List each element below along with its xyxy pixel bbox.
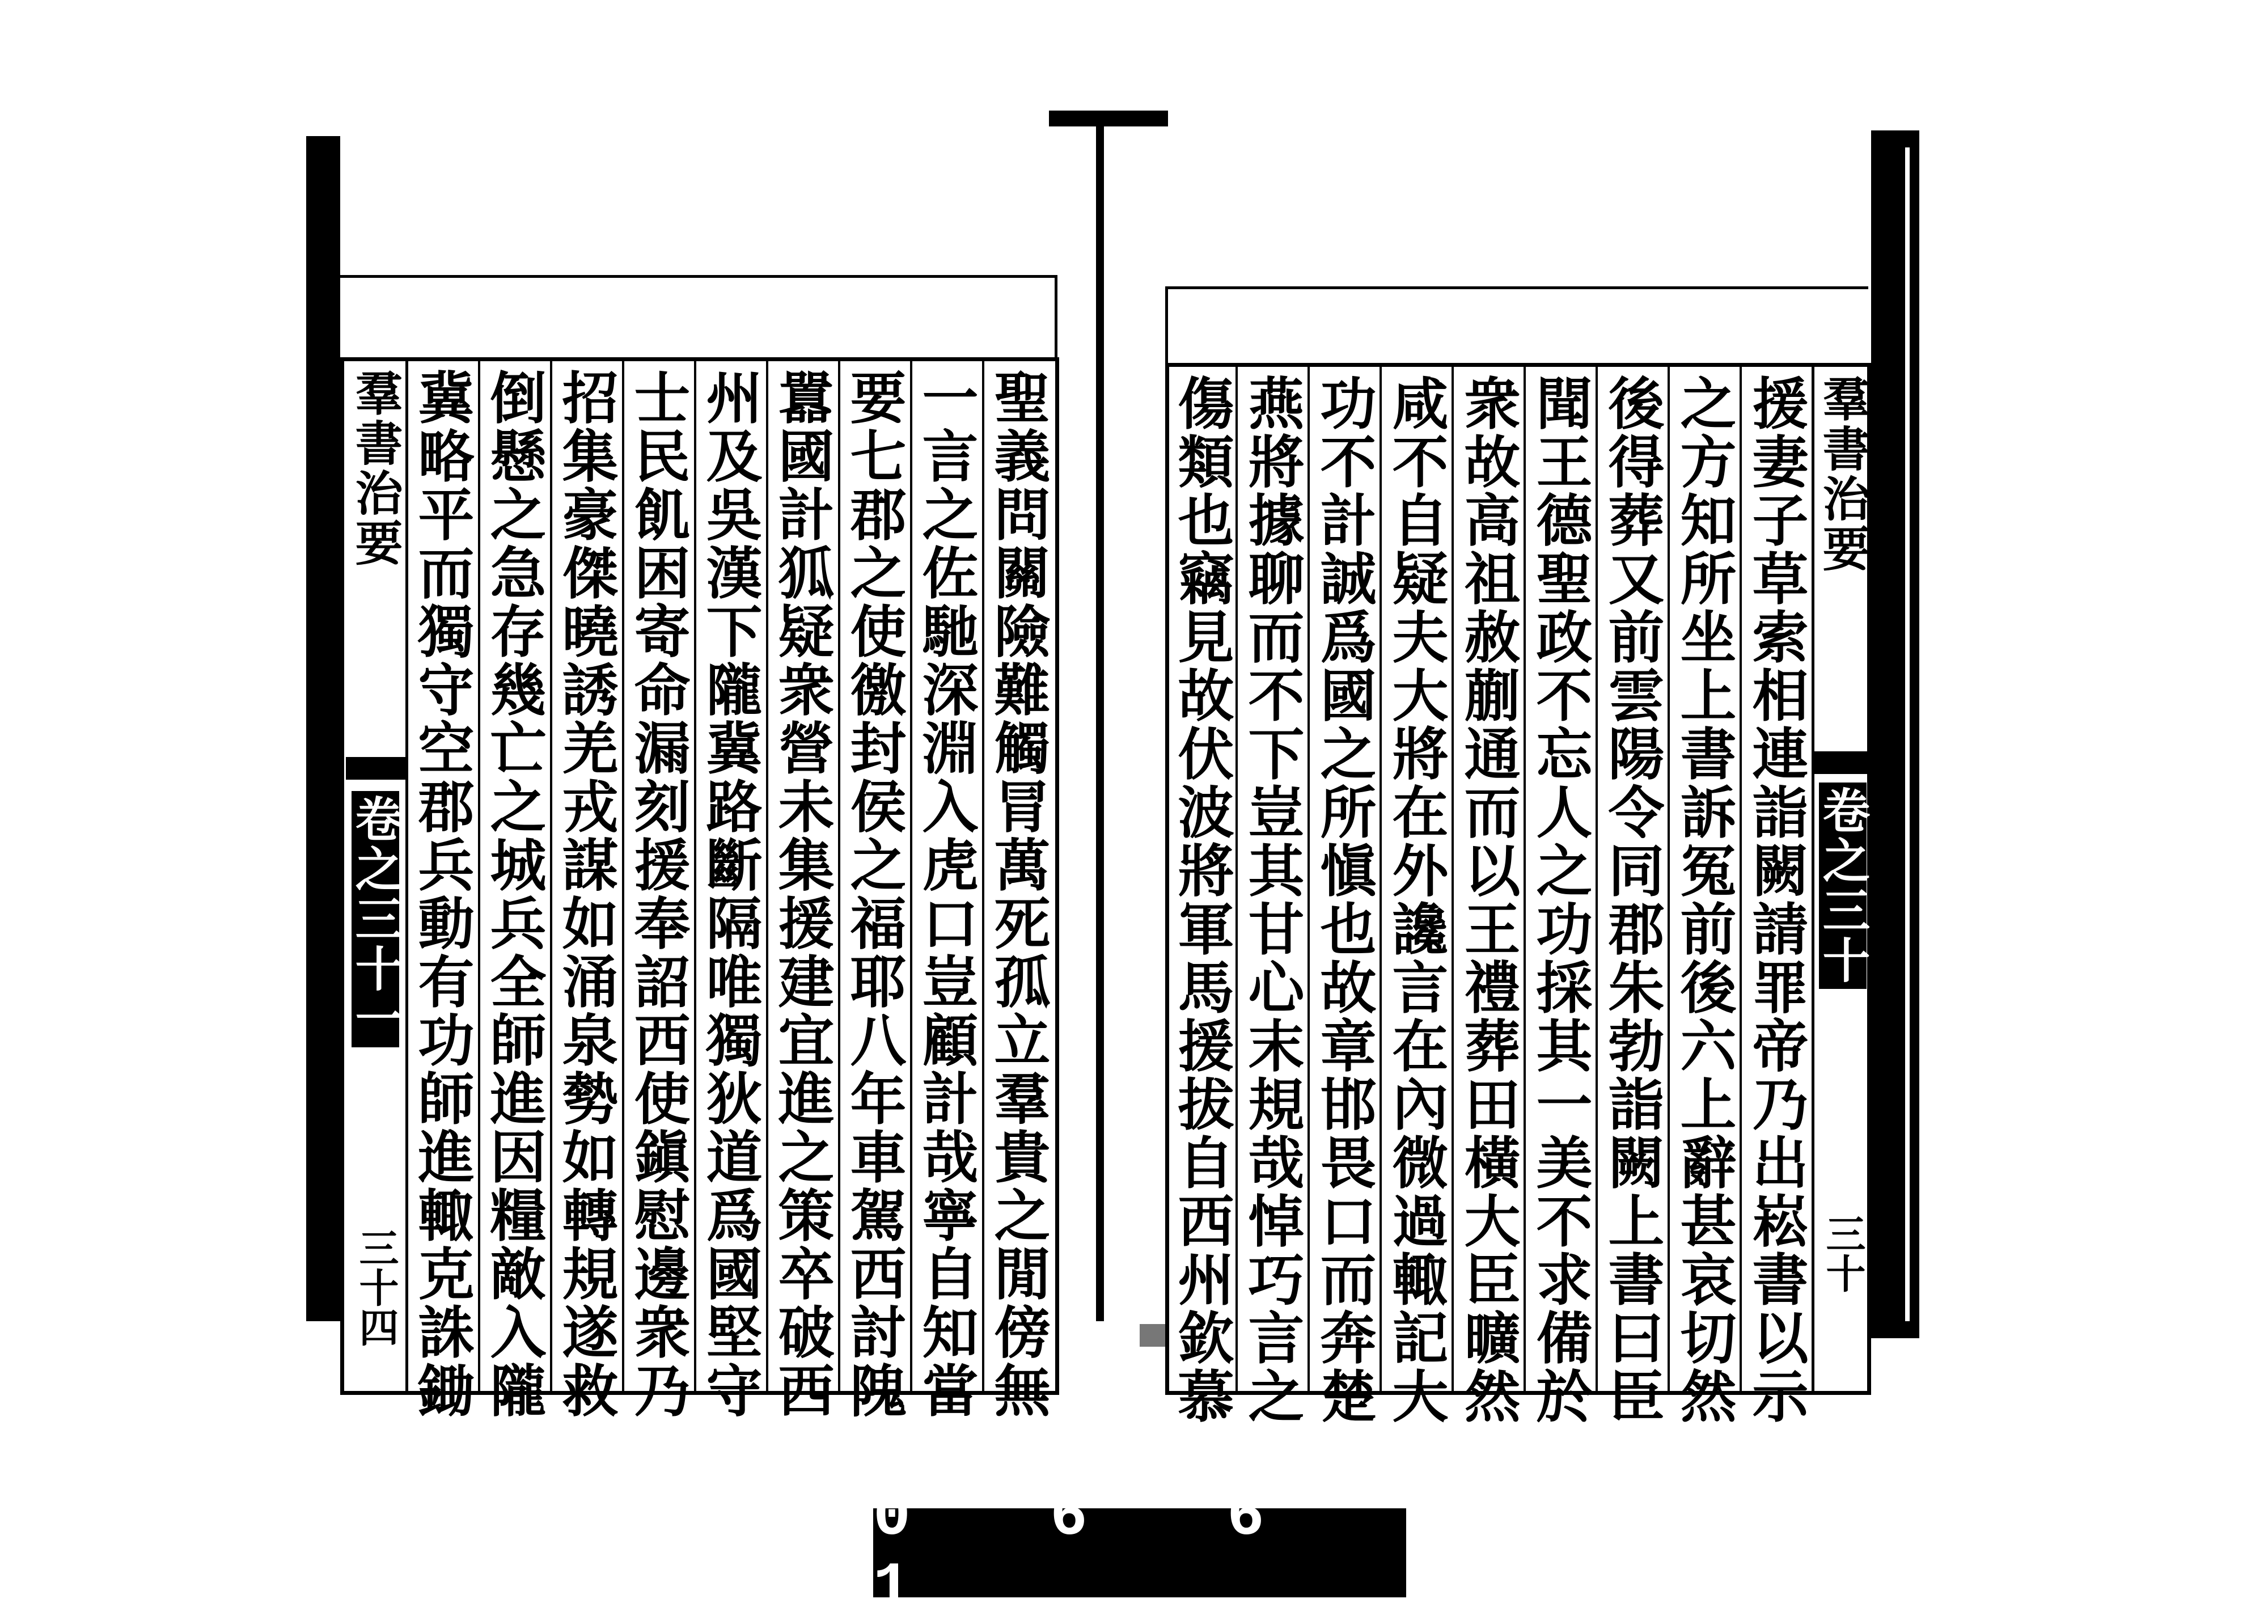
- right-header-box: [1165, 286, 1868, 366]
- archive-number-stamp: 0 6 6 1: [873, 1508, 1406, 1597]
- left-column-rule: [694, 360, 696, 1392]
- right-column-rule: [1740, 366, 1742, 1392]
- left-fold-volume: 卷之三十一: [352, 791, 399, 1047]
- left-fold-column: [346, 360, 405, 1392]
- left-text-column-9: 冀略平而獨守空郡兵動有功師進輙克誅鋤: [409, 369, 475, 1420]
- right-column-rule: [1308, 366, 1310, 1392]
- right-column-rule: [1235, 366, 1238, 1392]
- right-text-column-1: 援妻子草索相連詣闕請罪帝乃出崧書以示: [1743, 374, 1809, 1426]
- left-column-rule: [405, 360, 408, 1392]
- center-binding-line: [1096, 116, 1104, 1321]
- left-page: [306, 130, 1060, 1420]
- left-column-rule: [910, 360, 912, 1392]
- right-text-column-2: 之方知所坐上書訴冤前後六上辭甚哀切然: [1671, 374, 1737, 1426]
- left-fold-fishtail: [346, 757, 405, 780]
- left-column-rule: [982, 360, 984, 1392]
- right-text-column-3: 後得葬又前雲陽令同郡朱勃詣闕上書曰臣: [1599, 374, 1665, 1426]
- right-fold-volume: 卷之三十: [1819, 783, 1867, 989]
- left-text-column-4: 囂國計狐疑衆營未集援建宜進之策卒破西: [769, 369, 835, 1420]
- left-fold-title: 羣書治要: [348, 369, 404, 568]
- left-text-column-6: 士民飢困寄命漏刻援奉詔西使鎭慰邊衆乃: [625, 369, 691, 1420]
- right-text-column-5: 衆故高祖赦蒯通而以王禮葬田橫大臣曠然: [1455, 374, 1521, 1426]
- right-text-column-4: 聞王德聖政不忘人之功採其一美不求備於: [1527, 374, 1593, 1426]
- right-page: [1165, 130, 1928, 1426]
- left-text-column-5: 州及吳漢下隴冀路斷隔唯獨狄道爲國堅守: [697, 369, 763, 1420]
- left-text-column-1: 聖義問關險難觸冐萬死孤立羣貴之閒傍無: [985, 369, 1051, 1420]
- right-page-number: 三十: [1820, 1213, 1867, 1293]
- right-page-edge-gap: [1905, 147, 1910, 1321]
- right-text-column-9: 傷類也竊見故伏波將軍馬援拔自西州欽慕: [1169, 374, 1234, 1426]
- right-fold-title: 羣書治要: [1815, 374, 1871, 574]
- bottom-center-smudge: [1140, 1324, 1165, 1347]
- right-text-column-8: 燕將據聊而不下豈其甘心末規哉悼巧言之: [1239, 374, 1305, 1426]
- left-page-number: 三十四: [353, 1228, 400, 1347]
- top-center-mark: [1049, 111, 1168, 126]
- right-column-rule: [1596, 366, 1598, 1392]
- right-fold-column: [1814, 136, 1871, 1392]
- right-page-edge: [1871, 130, 1919, 1338]
- left-text-column-7: 招集豪傑曉誘羌戎謀如涌泉勢如轉規遂救: [553, 369, 619, 1420]
- left-text-column-2: 一言之佐馳深淵入虎口豈顧計哉寧自知當: [913, 369, 979, 1420]
- left-column-rule: [478, 360, 480, 1392]
- right-column-rule: [1452, 366, 1454, 1392]
- left-page-edge: [306, 136, 340, 1321]
- left-text-column-3: 要七郡之使徼封侯之福耶八年車駕西討隗: [841, 369, 907, 1420]
- left-column-rule: [550, 360, 552, 1392]
- right-column-rule: [1380, 366, 1382, 1392]
- right-text-column-7: 功不計誠爲國之所愼也故章邯畏口而奔楚: [1311, 374, 1377, 1426]
- left-column-rule: [766, 360, 768, 1392]
- left-column-rule: [622, 360, 624, 1392]
- right-column-rule: [1668, 366, 1670, 1392]
- left-header-box: [340, 275, 1057, 360]
- right-fold-fishtail: [1814, 751, 1871, 774]
- left-column-rule: [838, 360, 840, 1392]
- right-column-rule: [1524, 366, 1526, 1392]
- left-text-column-8: 倒懸之急存幾亡之城兵全師進因糧敵入隴: [481, 369, 547, 1420]
- right-text-column-6: 咸不自疑夫大將在外讒言在內微過輙記大: [1383, 374, 1449, 1426]
